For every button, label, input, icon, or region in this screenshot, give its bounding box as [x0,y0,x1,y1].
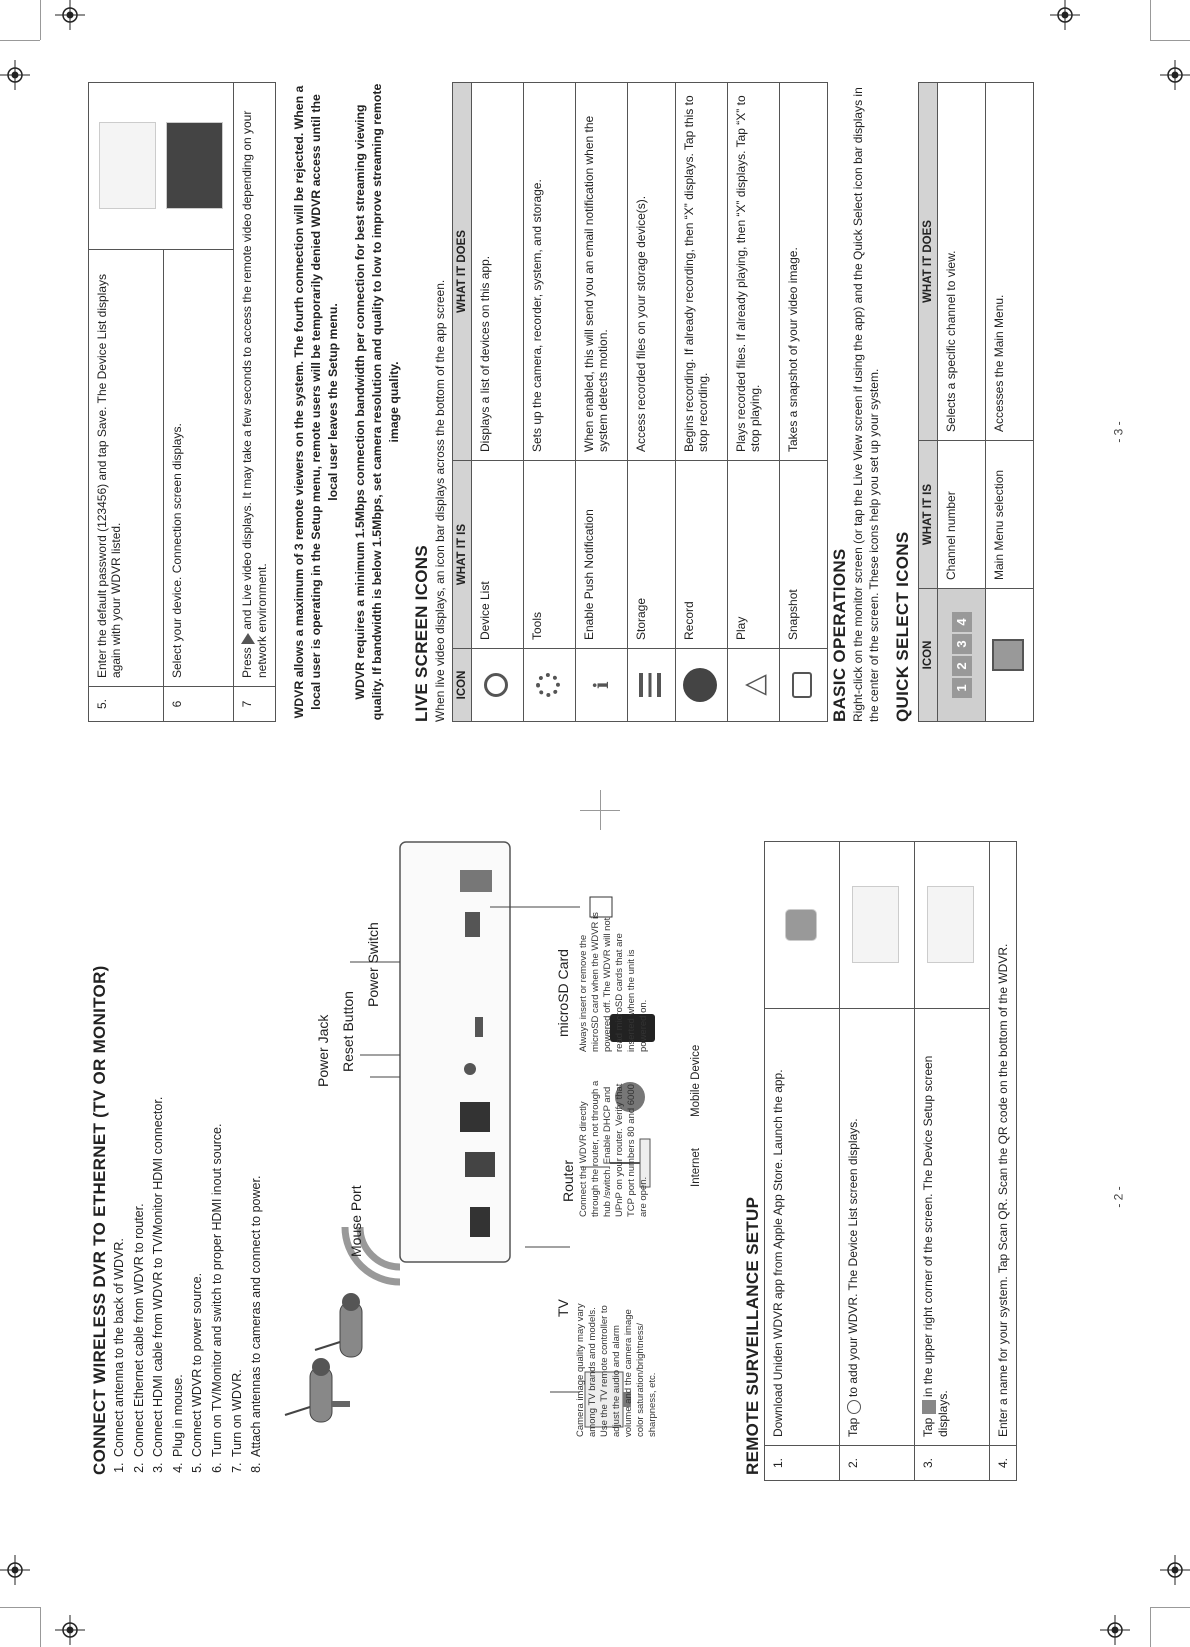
what-it-is: Enable Push Notification [576,461,628,649]
step-number: 5. [89,687,164,722]
channel-digit: 1 [952,678,972,698]
step-number: 1. [765,1446,840,1481]
connect-steps [110,819,267,1481]
table-row [676,83,728,722]
icon-cell [780,649,828,722]
what-it-does: When enabled, this will send you an email notification when the system detects motion. [576,83,628,461]
step-number: 2. [840,1446,915,1481]
channel-digit: 2 [952,656,972,676]
step-text-pre: Tap [846,1417,860,1437]
what-it-is: Storage [628,461,676,649]
table-row [628,83,676,722]
snapshot-icon [792,672,812,698]
plus-icon [922,1400,936,1414]
page-number: - 3 - [1111,421,1126,443]
router-note: Connect the WDVR directly through the router, not through a hub /switch. Enable DHCP and UPnP on your router. Verify that TCP port numbers 80 and 6000 are open. [578,1080,649,1217]
icon-cell [986,589,1034,722]
add-icon [847,1400,861,1414]
power-jack-label: Power Jack [315,1014,331,1087]
screenshot-cell [840,842,915,1009]
quick-select-table [918,82,1034,722]
step-text: Enter the default password (123456) and tap Save. The Device List displays again with your WDVR listed. [89,250,164,687]
list-item: 6. Turn on TV/Monitor and switch to proper HDMI inout source. [208,819,228,1459]
what-it-is: Channel number [938,441,986,589]
camera-icon [285,1293,362,1422]
step-text [840,1009,915,1446]
step-text [915,1009,990,1446]
what-it-does: Access recorded files on your storage device(s). [628,83,676,461]
list-item: 4. Plug in mouse. [169,819,189,1459]
step-text-post: in the upper right corner of the screen. The Device Setup screen displays. [921,1055,950,1437]
page-number: - 2 - [1111,1186,1126,1208]
step-text [234,83,276,687]
mouse-port-label: Mouse Port [348,1185,364,1257]
screenshot-cell [915,842,990,1009]
step-text: Select your device. Connection screen displays. [164,250,234,687]
router-label: Router [560,1159,576,1202]
channel-digit: 4 [952,612,972,632]
table-row [728,83,780,722]
step-text: Enter a name for your system. Tap Scan QR. Scan the QR code on the bottom of the WDVR. [990,842,1017,1446]
list-item: 7. Turn on WDVR. [228,819,248,1459]
column-header: WHAT IT DOES [453,83,472,461]
what-it-is: Main Menu selection [986,441,1034,589]
device-list-icon [484,673,508,697]
tools-icon [536,673,560,697]
screenshot-cell [89,83,234,250]
what-it-is: Snapshot [780,461,828,649]
icon-cell [472,649,524,722]
device-list-screenshot [99,123,156,210]
what-it-does: Plays recorded files. If already playing, then “X” displays. Tap “X” to stop playing. [728,83,780,461]
list-item: 1. Connect antenna to the back of WDVR. [110,819,130,1459]
wdvr-device [400,842,510,1262]
table-row [524,83,576,722]
power-switch-label: Power Switch [365,922,381,1007]
what-it-does: Begins recording. If already recording, then “X” displays. Tap this to stop recording. [676,83,728,461]
main-menu-icon [992,639,1024,671]
channel-digit: 3 [952,634,972,654]
table-row [990,842,1017,1481]
column-header: ICON [453,649,472,722]
live-icons-intro: When live video displays, an icon bar displays across the bottom of the app screen. [433,279,447,722]
icon-cell [576,649,628,722]
remote-setup-table [764,841,1017,1481]
column-header: WHAT IT IS [453,461,472,649]
icon-cell [628,649,676,722]
what-it-does: Sets up the camera, recorder, system, and storage. [524,83,576,461]
play-icon [241,633,255,644]
column-header: WHAT IT IS [919,441,938,589]
what-it-is: Tools [524,461,576,649]
live-icons-table [452,82,828,722]
what-it-does: Selects a specific channel to view. [938,83,986,441]
tv-note: Camera image quality may vary among TV brands and models. Use the TV remote controller to adjust the audio and alarm volume and the camera image color saturation/brightness/ sharpness, etc. [575,1303,658,1437]
channel-number-icon [952,612,972,698]
step-number: 7 [234,687,276,722]
step-text-pre: Tap [921,1417,935,1437]
table-row [472,83,524,722]
icon-cell [938,589,986,722]
bandwidth-note: WDVR requires a minimum 1.5Mbps connection bandwidth per connection for best streaming viewing quality. If bandwidth is below 1.5Mbps, set camera resolution and quality to low to improve streaming remote image quality. [353,83,401,721]
connection-screenshot [166,123,223,210]
reset-button-label: Reset Button [340,991,356,1072]
step-number: 6 [164,687,234,722]
step-number: 3. [915,1446,990,1481]
app-icon [785,909,817,941]
table-row [986,83,1034,722]
step-text-post: to add your WDVR. The Device List screen displays. [846,1118,860,1397]
what-it-is: Play [728,461,780,649]
step-number: 4. [990,1446,1017,1481]
record-icon [683,668,717,702]
table-header-row [453,83,472,722]
basic-ops-text: Right-click on the monitor screen (or tap the Live View screen if using the app) and the Quick Select icon bar displays in the center of the screen. These icons help you set up your system. [851,87,881,722]
what-it-is: Device List [472,461,524,649]
what-it-is: Record [676,461,728,649]
microsd-label: microSD Card [555,949,571,1037]
table-row [765,842,840,1481]
list-item: 5. Connect WDVR to power source. [188,819,208,1459]
what-it-does: Accesses the Main Menu. [986,83,1034,441]
mobile-device-label: Mobile Device [690,1044,702,1117]
what-it-does: Takes a snapshot of your video image. [780,83,828,461]
step-text: Download Uniden WDVR app from Apple App Store. Launch the app. [765,1009,840,1446]
table-row [840,842,915,1481]
quick-select-title: QUICK SELECT ICONS [893,531,912,722]
connect-title: CONNECT WIRELESS DVR TO ETHERNET (TV OR MONITOR) [90,965,109,1475]
live-icons-title: LIVE SCREEN ICONS [412,544,431,722]
column-header: ICON [919,589,938,722]
table-row [234,83,276,722]
remote-setup-title: REMOTE SURVEILLANCE SETUP [743,1196,762,1475]
column-header: WHAT IT DOES [919,83,938,441]
table-header-row [919,83,938,722]
step-text-post: and Live video displays. It may take a few seconds to access the remote video depending on your network environment. [240,110,269,678]
icon-cell [524,649,576,722]
table-row [780,83,828,722]
what-it-does: Displays a list of devices on this app. [472,83,524,461]
icon-cell [676,649,728,722]
table-row [89,83,164,722]
internet-label: Internet [690,1148,702,1187]
device-list-screenshot [852,887,899,964]
screenshot-cell [765,842,840,1009]
viewers-note: WDVR allows a maximum of 3 remote viewers on the system. The fourth connection will be rejected. When a local user is operating in the Setup menu, remote users will be temporarily denied WDVR access until the local user leaves the Setup menu. [292,85,340,719]
storage-icon [639,673,661,697]
remote-setup-table-continued [88,82,276,722]
device-setup-screenshot [927,887,974,964]
step-text-pre: Press [240,647,254,678]
table-row [938,83,986,722]
push-notification-icon: ℹ [591,681,613,689]
play-icon: △ [738,674,769,696]
microsd-note: Always insert or remove the microSD card when the WDVR is powered off. The WDVR will not read microSD cards that are inserted when the unit is powered on. [578,912,649,1052]
icon-cell [728,649,780,722]
table-row [915,842,990,1481]
list-item: 3. Connect HDMI cable from WDVR to TV/Monitor HDMI connector. [149,819,169,1459]
basic-ops-title: BASIC OPERATIONS [830,548,849,722]
table-row [576,83,628,722]
tv-label: TV [555,1299,571,1317]
list-item: 2. Connect Ethernet cable from WDVR to router. [130,819,150,1459]
list-item: 8. Attach antennas to cameras and connect to power. [247,819,267,1459]
